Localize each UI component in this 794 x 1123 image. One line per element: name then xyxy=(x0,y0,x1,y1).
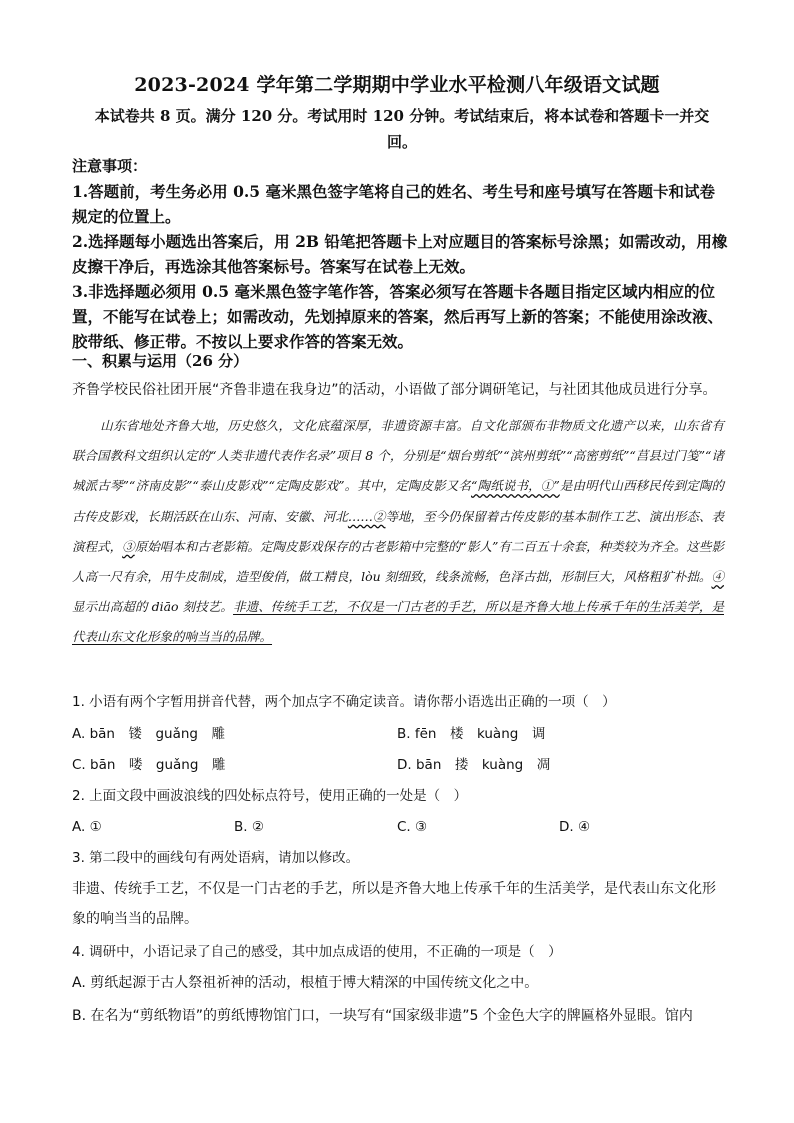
question-4-option-a: A. 剪纸起源于古人祭祖祈神的活动，根植于博大精深的中国传统文化之中。 xyxy=(72,975,539,991)
passage-part-1: 山东省地处齐鲁大地，历史悠久，文化底蕴深厚，非遗资源丰富。自文化部颁布非物质文化遗产以来，山东省有联合国教科文组织认定的“人类非遗代表作名录”项目 8 个，分别是“烟台剪纸”“滨州剪纸”“高密剪纸”“莒县过门笺”“诸城派古琴”“济南皮影”“泰山皮影戏”“定陶皮影戏”。其中，定陶皮影又名 xyxy=(72,418,724,494)
wavy-mark-2: ……② xyxy=(347,508,386,524)
question-1-option-c: C. bān 喽 guǎng 雕 xyxy=(72,757,226,773)
exam-intro: 本试卷共 8 页。满分 120 分。考试用时 120 分钟。考试结束后，将本试卷和答题卡一并交回。 xyxy=(94,107,710,151)
passage-part-4: 原始唱本和古老影箱。定陶皮影戏保存的古老影箱中完整的“影人”有二百五十余套，种类较为齐全。这些影人高一尺有余，用牛皮制成，造型俊俏，做工精良，lòu 刻细致，线条流畅，色泽古拙，形制巨大，风格粗犷朴拙。 xyxy=(72,538,724,585)
reading-passage xyxy=(72,411,724,653)
question-2-option-a: A. ① xyxy=(72,819,102,835)
note-item-3: 3.非选择题必须用 0.5 毫米黑色签字笔作答，答案必须写在答题卡各题目指定区域内相应的位置，不能写在试卷上；如需改动，先划掉原来的答案，然后再写上新的答案；不能使用涂改液、胶带纸、修正带。不按以上要求作答的答案无效。 xyxy=(72,282,724,351)
question-1-option-d: D. bān 搂 kuàng 凋 xyxy=(397,757,551,773)
note-item-2: 2.选择题每小题选出答案后，用 2B 铅笔把答题卡上对应题目的答案标号涂黑；如需改动，用橡皮擦干净后，再选涂其他答案标号。答案写在试卷上无效。 xyxy=(72,232,728,276)
passage-part-2: 是由明代山西移民传到定陶的古传皮影戏，长期活跃在山东、河南、安徽、河北 xyxy=(72,478,725,524)
question-3-stem: 3. 第二段中的画线句有两处语病，请加以修改。 xyxy=(72,850,360,866)
passage-part-5: 显示出高超的 diāo 刻技艺。 xyxy=(72,599,234,615)
question-4-stem: 4. 调研中，小语记录了自己的感受，其中加点成语的使用，不正确的一项是（ ） xyxy=(72,944,562,960)
question-2-option-d: D. ④ xyxy=(559,819,591,835)
note-item-1: 1.答题前，考生务必用 0.5 毫米黑色签字笔将自己的姓名、考生号和座号填写在答题卡和试卷规定的位置上。 xyxy=(72,182,715,226)
wavy-mark-1: “陶纸说书，①” xyxy=(471,478,560,494)
question-4-option-b: B. 在名为“剪纸物语”的剪纸博物馆门口，一块写有“国家级非遗”5 个金色大字的牌匾格外显眼。馆内 xyxy=(72,1008,693,1024)
exam-title: 2023-2024 学年第二学期期中学业水平检测八年级语文试题 xyxy=(134,74,660,96)
question-1-option-a: A. bān 镂 guǎng 雕 xyxy=(72,726,226,742)
lead-paragraph: 齐鲁学校民俗社团开展“齐鲁非遗在我身边”的活动，小语做了部分调研笔记，与社团其他成员进行分享。 xyxy=(72,382,717,398)
question-2-option-c: C. ③ xyxy=(397,819,428,835)
passage-part-3: 等地，至今仍保留着古传皮影的基本制作工艺、演出形态、表演程式， xyxy=(72,508,724,554)
question-3-sentence: 非遗、传统手工艺，不仅是一门古老的手艺，所以是齐鲁大地上传承千年的生活美学，是代表山东文化形象的响当当的品牌。 xyxy=(72,881,716,927)
wavy-mark-4: ④ xyxy=(711,569,724,585)
wavy-mark-3: ③ xyxy=(122,538,135,554)
section-heading: 一、积累与运用（26 分） xyxy=(72,352,249,370)
underlined-sentence: 非遗、传统手工艺，不仅是一门古老的手艺，所以是齐鲁大地上传承千年的生活美学，是代表山东文化形象的响当当的品牌。 xyxy=(72,599,724,645)
notes-heading: 注意事项： xyxy=(72,157,148,175)
question-2-option-b: B. ② xyxy=(234,819,264,835)
question-1-stem: 1. 小语有两个字暂用拼音代替，两个加点字不确定读音。请你帮小语选出正确的一项（ ） xyxy=(72,694,616,710)
question-2-stem: 2. 上面文段中画波浪线的四处标点符号，使用正确的一处是（ ） xyxy=(72,788,468,804)
question-1-option-b: B. fēn 楼 kuàng 调 xyxy=(397,726,546,742)
